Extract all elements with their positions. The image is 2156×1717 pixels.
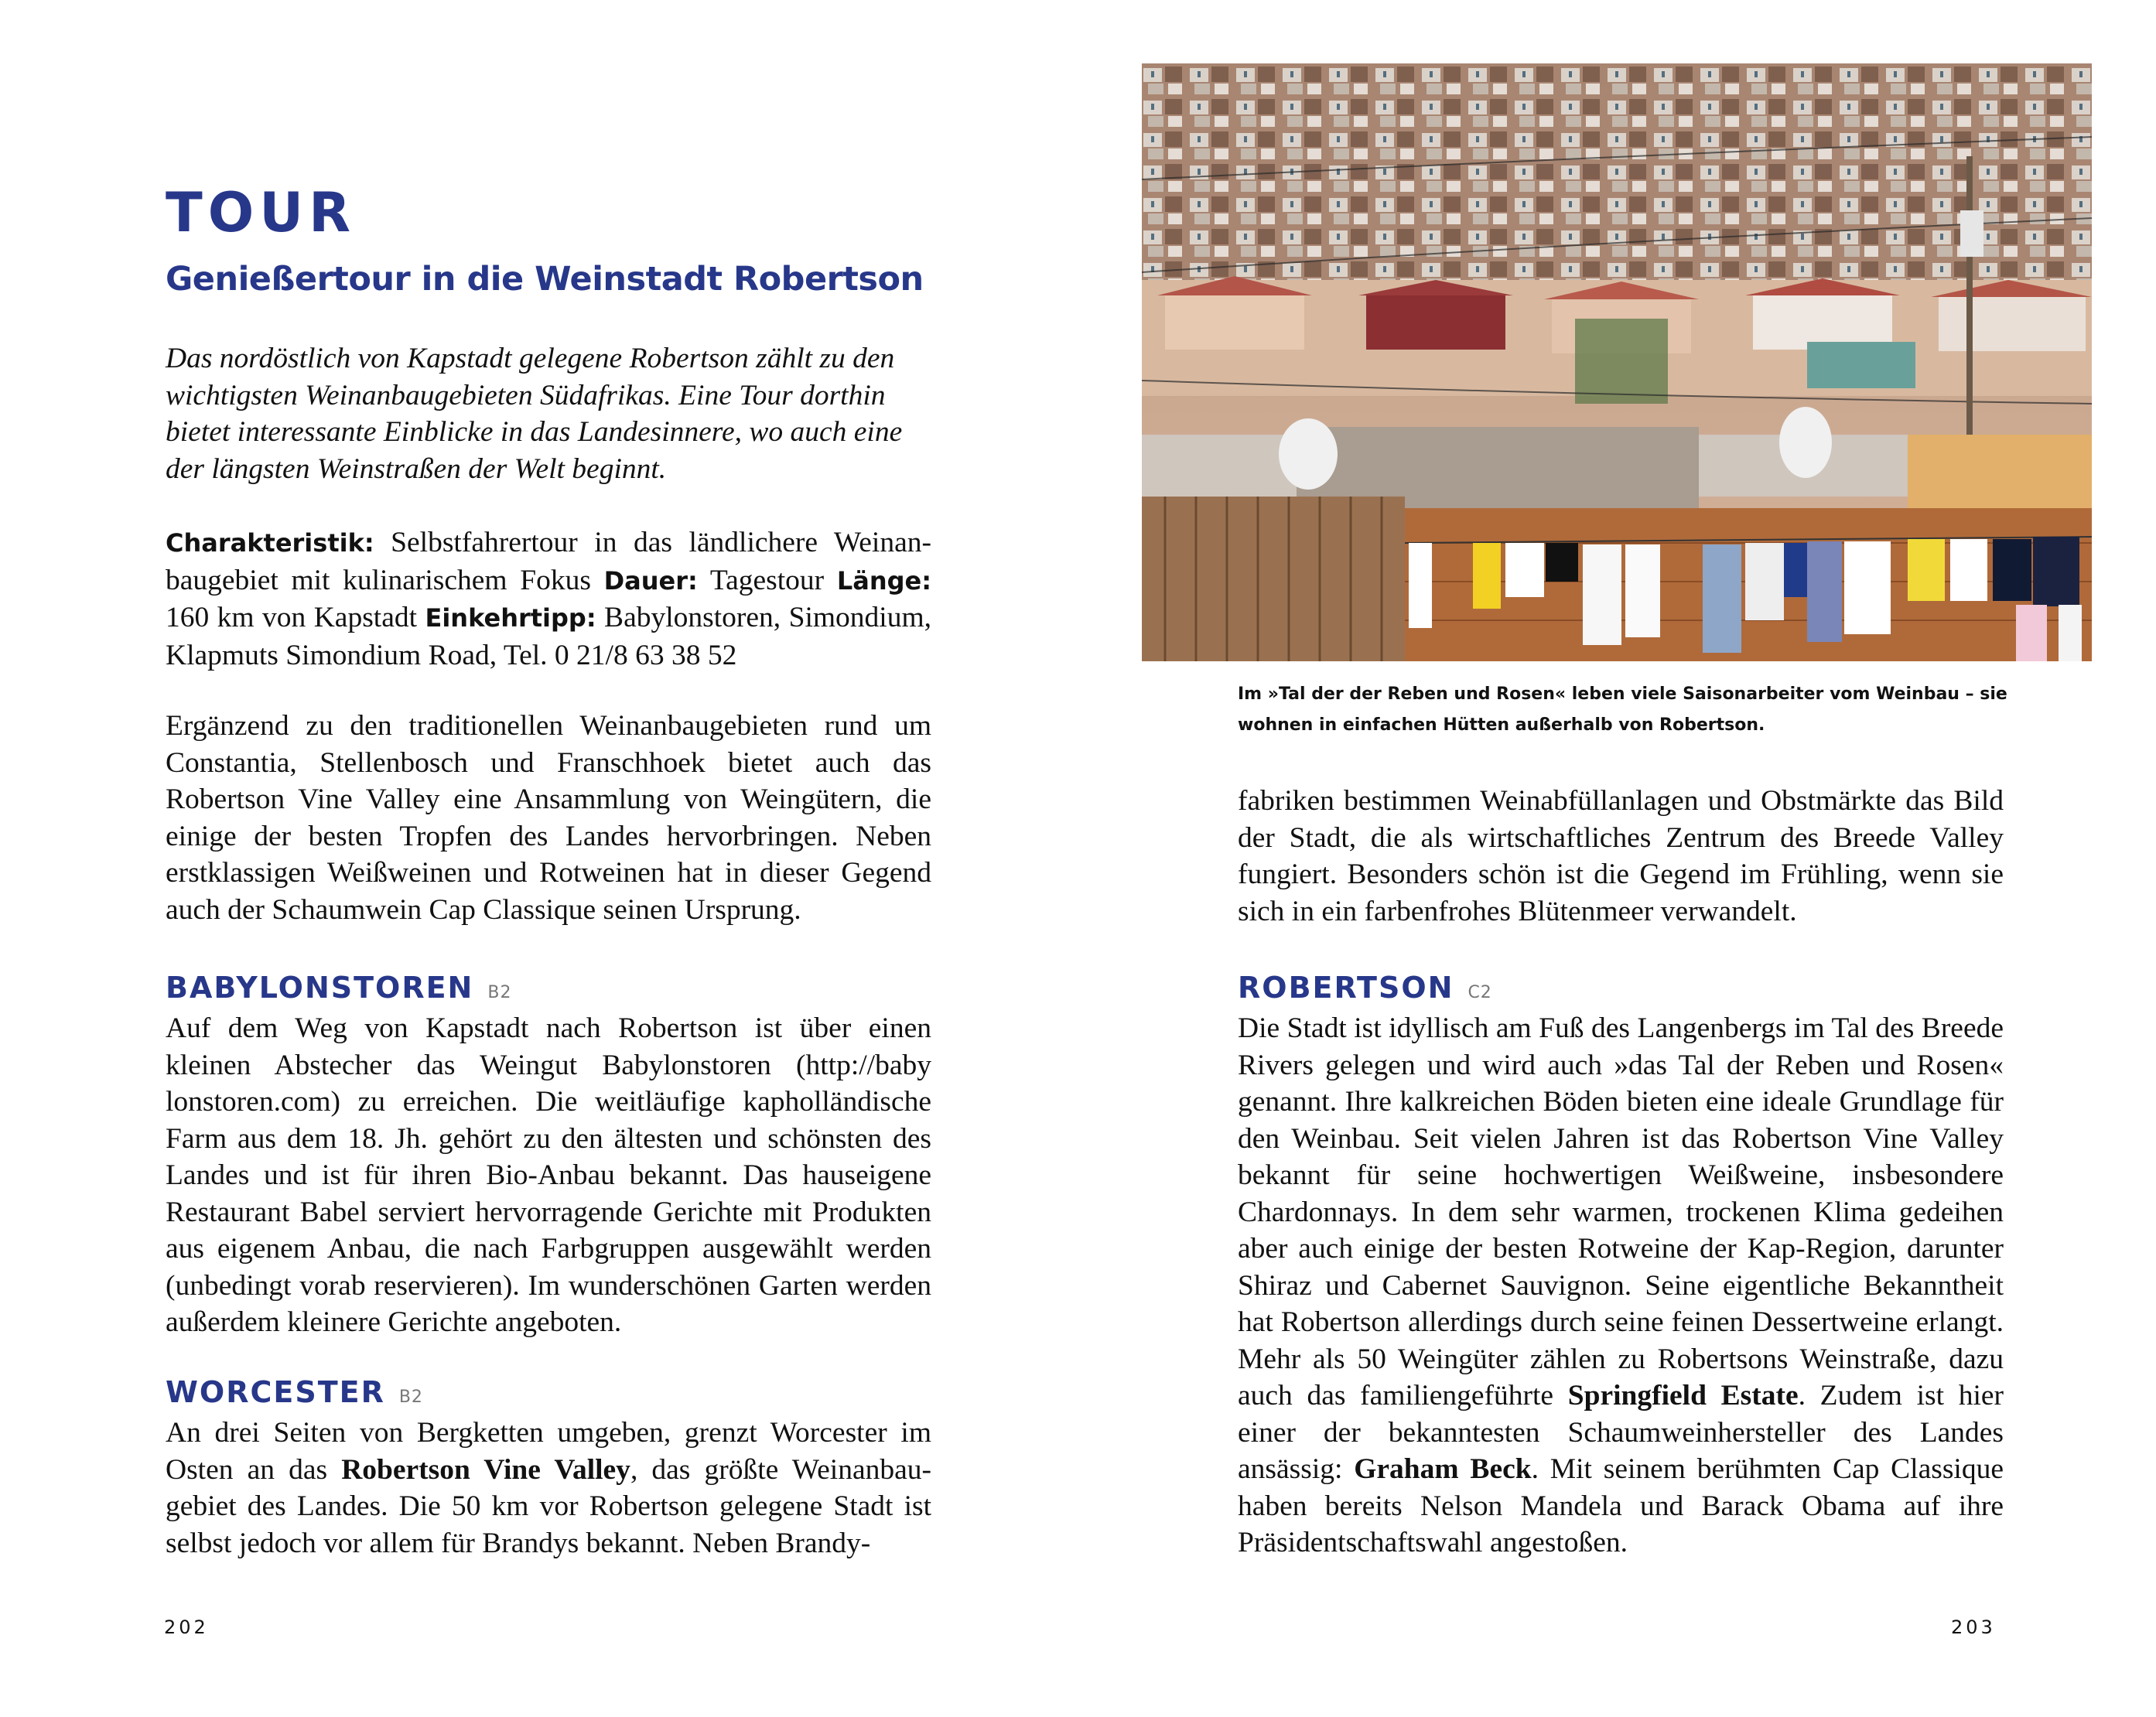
- info-value-characteristic: Selbstfahrertour in das ländlichere Weinanbaugebiet mit kulinarischem Fokus: [166, 527, 931, 596]
- section-heading: [166, 1375, 931, 1415]
- section-title: ROBERTSON: [1238, 971, 1454, 1005]
- section-title: WORCESTER: [166, 1375, 385, 1409]
- highlighted-place: Robertson Vine Valley: [341, 1453, 630, 1486]
- section-worcester: [166, 1375, 931, 1562]
- section-text: [166, 1415, 931, 1562]
- highlighted-winery: Graham Beck: [1354, 1453, 1532, 1485]
- section-heading: [166, 971, 931, 1010]
- info-key-tip: Einkehrtipp:: [425, 603, 596, 633]
- tour-info-box: [166, 524, 931, 674]
- text-run: , das größte Weinanbaugebiet des Landes. Die 50 km vor Robertson gelegene Stadt ist selbst jedoch vor allem für Brandys bekannt. Neben Brandy-: [166, 1453, 931, 1559]
- info-value-tip: Babylonstoren, Simondium, Klapmuts Simondium Road, Tel. 0 21/8 63 38 52: [166, 602, 931, 671]
- info-key-characteristic: Charakteristik:: [166, 528, 374, 558]
- info-key-length: Länge:: [836, 565, 931, 596]
- section-text: Auf dem Weg von Kapstadt nach Robertson ist über einen kleinen Abstecher das Weingut Babylonstoren (http://baby lonstoren.com) zu erreichen. Die weitläufige kapholländische Farm aus dem 18. Jh. gehört zu den ältesten und schönsten des Landes und ist für ihren Bio-Anbau bekannt. Das hauseigene Restaurant Babel serviert hervorragende Gerichte mit Produkten aus eigenem Anbau, die nach Farbgruppen ausgewählt werden (unbedingt vorab reservieren). Im wunderschönen Garten werden außerdem kleinere Gerichte angeboten.: [166, 1012, 931, 1338]
- map-grid-reference: B2: [487, 983, 512, 1002]
- section-text: [1238, 1010, 2004, 1562]
- tour-title: Genießertour in die Weinstadt Robertson: [166, 260, 924, 299]
- section-robertson: [1238, 971, 2004, 1562]
- section-title: BABYLONSTOREN: [166, 971, 474, 1005]
- section-heading: [1238, 971, 2004, 1010]
- continuation-paragraph: fabriken bestimmen Weinabfüllanlagen und Obstmärkte das Bild der Stadt, die als wirtschaftliches Zentrum des Breede Valley fungiert. Besonders schön ist die Gegend im Frühling, wenn sie sich in ein farbenfrohes Blütenmeer verwandelt.: [1238, 785, 2004, 927]
- text-run: . Zudem ist hier einer der bekanntesten Schaumweinhersteller des Landes ansässig:: [1238, 1380, 2004, 1485]
- map-grid-reference: C2: [1468, 983, 1492, 1002]
- township-photo: [1142, 63, 2092, 661]
- intro-body-paragraph: Ergänzend zu den traditionellen Weinanbaugebieten rund um Constantia, Stellenbosch und Franschhoek bietet auch das Robertson Vine Valley eine Ansammlung von Weingütern, die einige der besten Tropfen des Landes hervorbringen. Neben erstklassigen Weißweinen und Rotweinen hat in dieser Gegend auch der Schaumwein Cap Classique seinen Ursprung.: [166, 710, 931, 926]
- tour-label: TOUR: [166, 181, 356, 244]
- page-number: 203: [1951, 1616, 1996, 1638]
- photo-caption: Im »Tal der der Reben und Rosen« leben viele Saisonarbeiter vom Weinbau – sie wohnen in einfachen Hütten außerhalb von Robertson.: [1238, 684, 2007, 735]
- page-number: 202: [164, 1616, 209, 1638]
- section-babylonstoren: [166, 971, 931, 1341]
- text-run: . Mit seinem berühmten Cap Classique haben bereits Nelson Mandela und Barack Obama auf ihre Präsidentschaftswahl angestoßen.: [1238, 1453, 2004, 1558]
- highlighted-estate: Springfield Estate: [1567, 1380, 1799, 1411]
- map-grid-reference: B2: [398, 1388, 423, 1407]
- text-run: Die Stadt ist idyllisch am Fuß des Langenbergs im Tal des Breede Rivers gelegen und wird auch »das Tal der Reben und Rosen« genannt. Ihre kalkreichen Böden bieten eine ideale Grundlage für den Weinbau. Seit vielen Jahren ist das Robertson Vine Valley bekannt für seine hochwertigen Weißweine, insbesondere Chardonnays. In dem sehr warmen, trockenen Klima gedeihen aber auch einige der besten Rotweine der Kap-Region, darunter Shiraz und Cabernet Sauvignon. Seine eigentliche Bekanntheit hat Robertson allerdings durch seine feinen Dessertweine erlangt. Mehr als 50 Weingüter zählen zu Robertsons Weinstraße, dazu auch das familiengeführte: [1238, 1012, 2004, 1411]
- info-value-length: 160 km von Kapstadt: [166, 602, 425, 633]
- intro-paragraph: Das nordöstlich von Kapstadt gelegene Robertson zählt zu den wichtigsten Weinanbaugebieten Südafrikas. Eine Tour dorthin bietet interessante Einblicke in das Landesinnere, wo auch eine der längsten Weinstraßen der Welt beginnt.: [166, 343, 903, 485]
- text-run: An drei Seiten von Bergketten umgeben, grenzt Worcester im Osten an das: [166, 1417, 931, 1486]
- info-key-duration: Dauer:: [603, 565, 698, 596]
- info-value-duration: Tagestour: [697, 564, 837, 596]
